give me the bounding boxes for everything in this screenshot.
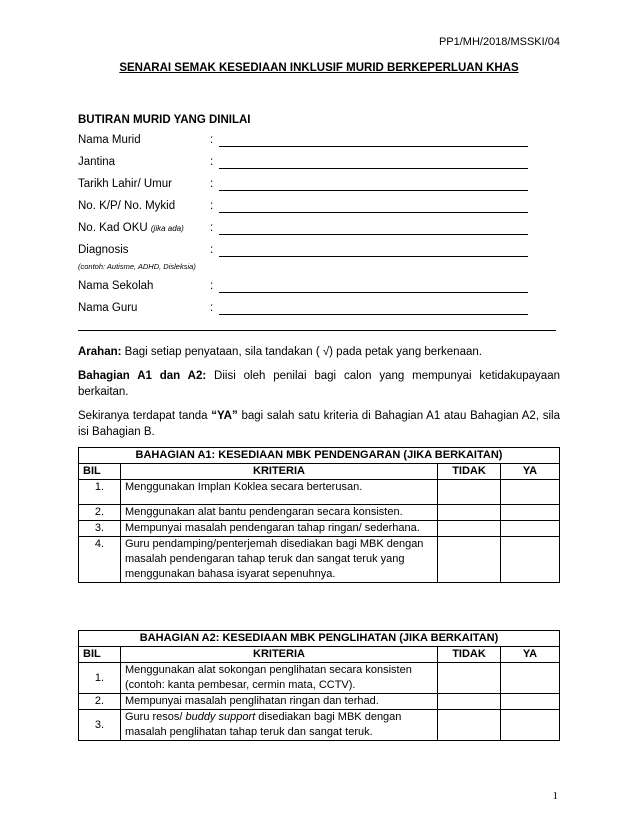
- ya-checkbox[interactable]: [501, 537, 560, 583]
- tidak-checkbox[interactable]: [438, 480, 501, 505]
- table-row: [79, 537, 560, 583]
- field-colon: :: [210, 178, 214, 190]
- diagnosis-example: (contoh: Autisme, ADHD, Disleksia): [78, 262, 196, 271]
- field-colon: :: [210, 200, 214, 212]
- header-tidak: TIDAK: [438, 464, 501, 480]
- student-details-heading: BUTIRAN MURID YANG DINILAI: [78, 114, 251, 126]
- fill-line[interactable]: [219, 314, 528, 315]
- field-colon: :: [210, 222, 214, 234]
- ya-checkbox[interactable]: [501, 694, 560, 710]
- table-row: [79, 710, 560, 741]
- field-label: Nama Guru: [78, 302, 138, 314]
- header-tidak: TIDAK: [438, 647, 501, 663]
- fill-line[interactable]: [219, 234, 528, 235]
- tidak-checkbox[interactable]: [438, 537, 501, 583]
- table-row: [79, 480, 560, 505]
- ya-checkbox[interactable]: [501, 521, 560, 537]
- table-a2-penglihatan: [78, 630, 560, 741]
- row-kriteria: [121, 710, 438, 741]
- row-bil: 3.: [79, 521, 121, 537]
- tidak-checkbox[interactable]: [438, 521, 501, 537]
- field-hint: (jika ada): [150, 224, 184, 233]
- header-kriteria: KRITERIA: [121, 464, 438, 480]
- field-label: Nama Sekolah: [78, 280, 154, 292]
- field-label: Nama Murid: [78, 134, 141, 146]
- table-row: [79, 521, 560, 537]
- row-kriteria: Menggunakan Implan Koklea secara berterusan.: [121, 480, 438, 505]
- row-bil: 2.: [79, 505, 121, 521]
- bahagian-text: Diisi oleh penilai bagi calon yang mempunyai ketidakupayaan berkaitan.: [78, 370, 560, 398]
- table-a1-pendengaran: [78, 447, 560, 583]
- table-a1-caption: BAHAGIAN A1: KESEDIAAN MBK PENDENGARAN (JIKA BERKAITAN): [79, 448, 560, 464]
- row-bil: 2.: [79, 694, 121, 710]
- ya-checkbox[interactable]: [501, 663, 560, 694]
- sekiranya-paragraph: [78, 408, 560, 440]
- fill-line[interactable]: [219, 190, 528, 191]
- field-tarikh-lahir[interactable]: [78, 178, 538, 194]
- field-kad-oku[interactable]: [78, 222, 538, 238]
- arahan-paragraph: [78, 344, 560, 360]
- field-colon: :: [210, 156, 214, 168]
- header-bil: BIL: [79, 647, 121, 663]
- field-jantina[interactable]: [78, 156, 538, 172]
- field-colon: :: [210, 302, 214, 314]
- field-colon: :: [210, 280, 214, 292]
- field-label: Jantina: [78, 156, 116, 168]
- row-kriteria: Menggunakan alat sokongan penglihatan secara konsisten (contoh: kanta pembesar, cermin mata, CCTV).: [121, 663, 438, 694]
- header-ya: YA: [501, 464, 560, 480]
- tidak-checkbox[interactable]: [438, 663, 501, 694]
- table-row: [79, 663, 560, 694]
- field-label: No. K/P/ No. Mykid: [78, 200, 176, 212]
- bahagian-paragraph: [78, 368, 560, 400]
- fill-line[interactable]: [219, 256, 528, 257]
- document-reference: PP1/MH/2018/MSSKI/04: [438, 36, 560, 48]
- tidak-checkbox[interactable]: [438, 694, 501, 710]
- row-kriteria: Menggunakan alat bantu pendengaran secara konsisten.: [121, 505, 438, 521]
- fill-line[interactable]: [219, 292, 528, 293]
- row-bil: 3.: [79, 710, 121, 741]
- row-bil: 1.: [79, 663, 121, 694]
- row-bil: 4.: [79, 537, 121, 583]
- row-kriteria: Guru pendamping/penterjemah disediakan bagi MBK dengan masalah pendengaran tahap teruk dan sangat teruk yang menggunakan bahasa isyarat sepenuhnya.: [121, 537, 438, 583]
- bahagian-label: Bahagian A1 dan A2:: [78, 370, 207, 382]
- fill-line[interactable]: [219, 146, 528, 147]
- field-no-kp[interactable]: [78, 200, 538, 216]
- field-colon: :: [210, 244, 214, 256]
- field-label-text: No. Kad OKU: [78, 222, 148, 234]
- arahan-label: Arahan:: [78, 346, 122, 358]
- fill-line[interactable]: [219, 168, 528, 169]
- form-title: SENARAI SEMAK KESEDIAAN INKLUSIF MURID BERKEPERLUAN KHAS: [119, 62, 519, 74]
- kriteria-post: disediakan bagi MBK dengan masalah penglihatan tahap teruk dan sangat teruk.: [125, 711, 402, 738]
- field-label: [78, 222, 184, 234]
- table-a2-caption: BAHAGIAN A2: KESEDIAAN MBK PENGLIHATAN (JIKA BERKAITAN): [79, 631, 560, 647]
- arahan-text: Bagi setiap penyataan, sila tandakan ( √) pada petak yang berkenaan.: [121, 346, 482, 358]
- sekiranya-ya: “YA”: [211, 410, 238, 422]
- kriteria-pre: Guru resos/: [125, 711, 186, 723]
- ya-checkbox[interactable]: [501, 505, 560, 521]
- field-nama-sekolah[interactable]: [78, 280, 538, 296]
- sekiranya-pre: Sekiranya terdapat tanda: [78, 410, 212, 422]
- section-divider: [78, 330, 556, 331]
- ya-checkbox[interactable]: [501, 710, 560, 741]
- page-number: 1: [552, 790, 558, 802]
- row-kriteria: Mempunyai masalah pendengaran tahap ringan/ sederhana.: [121, 521, 438, 537]
- field-nama-guru[interactable]: [78, 302, 538, 318]
- field-label: Tarikh Lahir/ Umur: [78, 178, 172, 190]
- table-row: [79, 505, 560, 521]
- field-colon: :: [210, 134, 214, 146]
- field-label: Diagnosis: [78, 244, 129, 256]
- fill-line[interactable]: [219, 212, 528, 213]
- kriteria-emphasis: buddy support: [185, 711, 256, 723]
- header-ya: YA: [501, 647, 560, 663]
- tidak-checkbox[interactable]: [438, 710, 501, 741]
- row-kriteria: Mempunyai masalah penglihatan ringan dan terhad.: [121, 694, 438, 710]
- sekiranya-post: bagi salah satu kriteria di Bahagian A1 atau Bahagian A2, sila isi Bahagian B.: [78, 410, 560, 438]
- ya-checkbox[interactable]: [501, 480, 560, 505]
- field-diagnosis[interactable]: [78, 244, 538, 260]
- header-bil: BIL: [79, 464, 121, 480]
- table-row: [79, 694, 560, 710]
- header-kriteria: KRITERIA: [121, 647, 438, 663]
- field-nama-murid[interactable]: [78, 134, 538, 150]
- row-bil: 1.: [79, 480, 121, 505]
- tidak-checkbox[interactable]: [438, 505, 501, 521]
